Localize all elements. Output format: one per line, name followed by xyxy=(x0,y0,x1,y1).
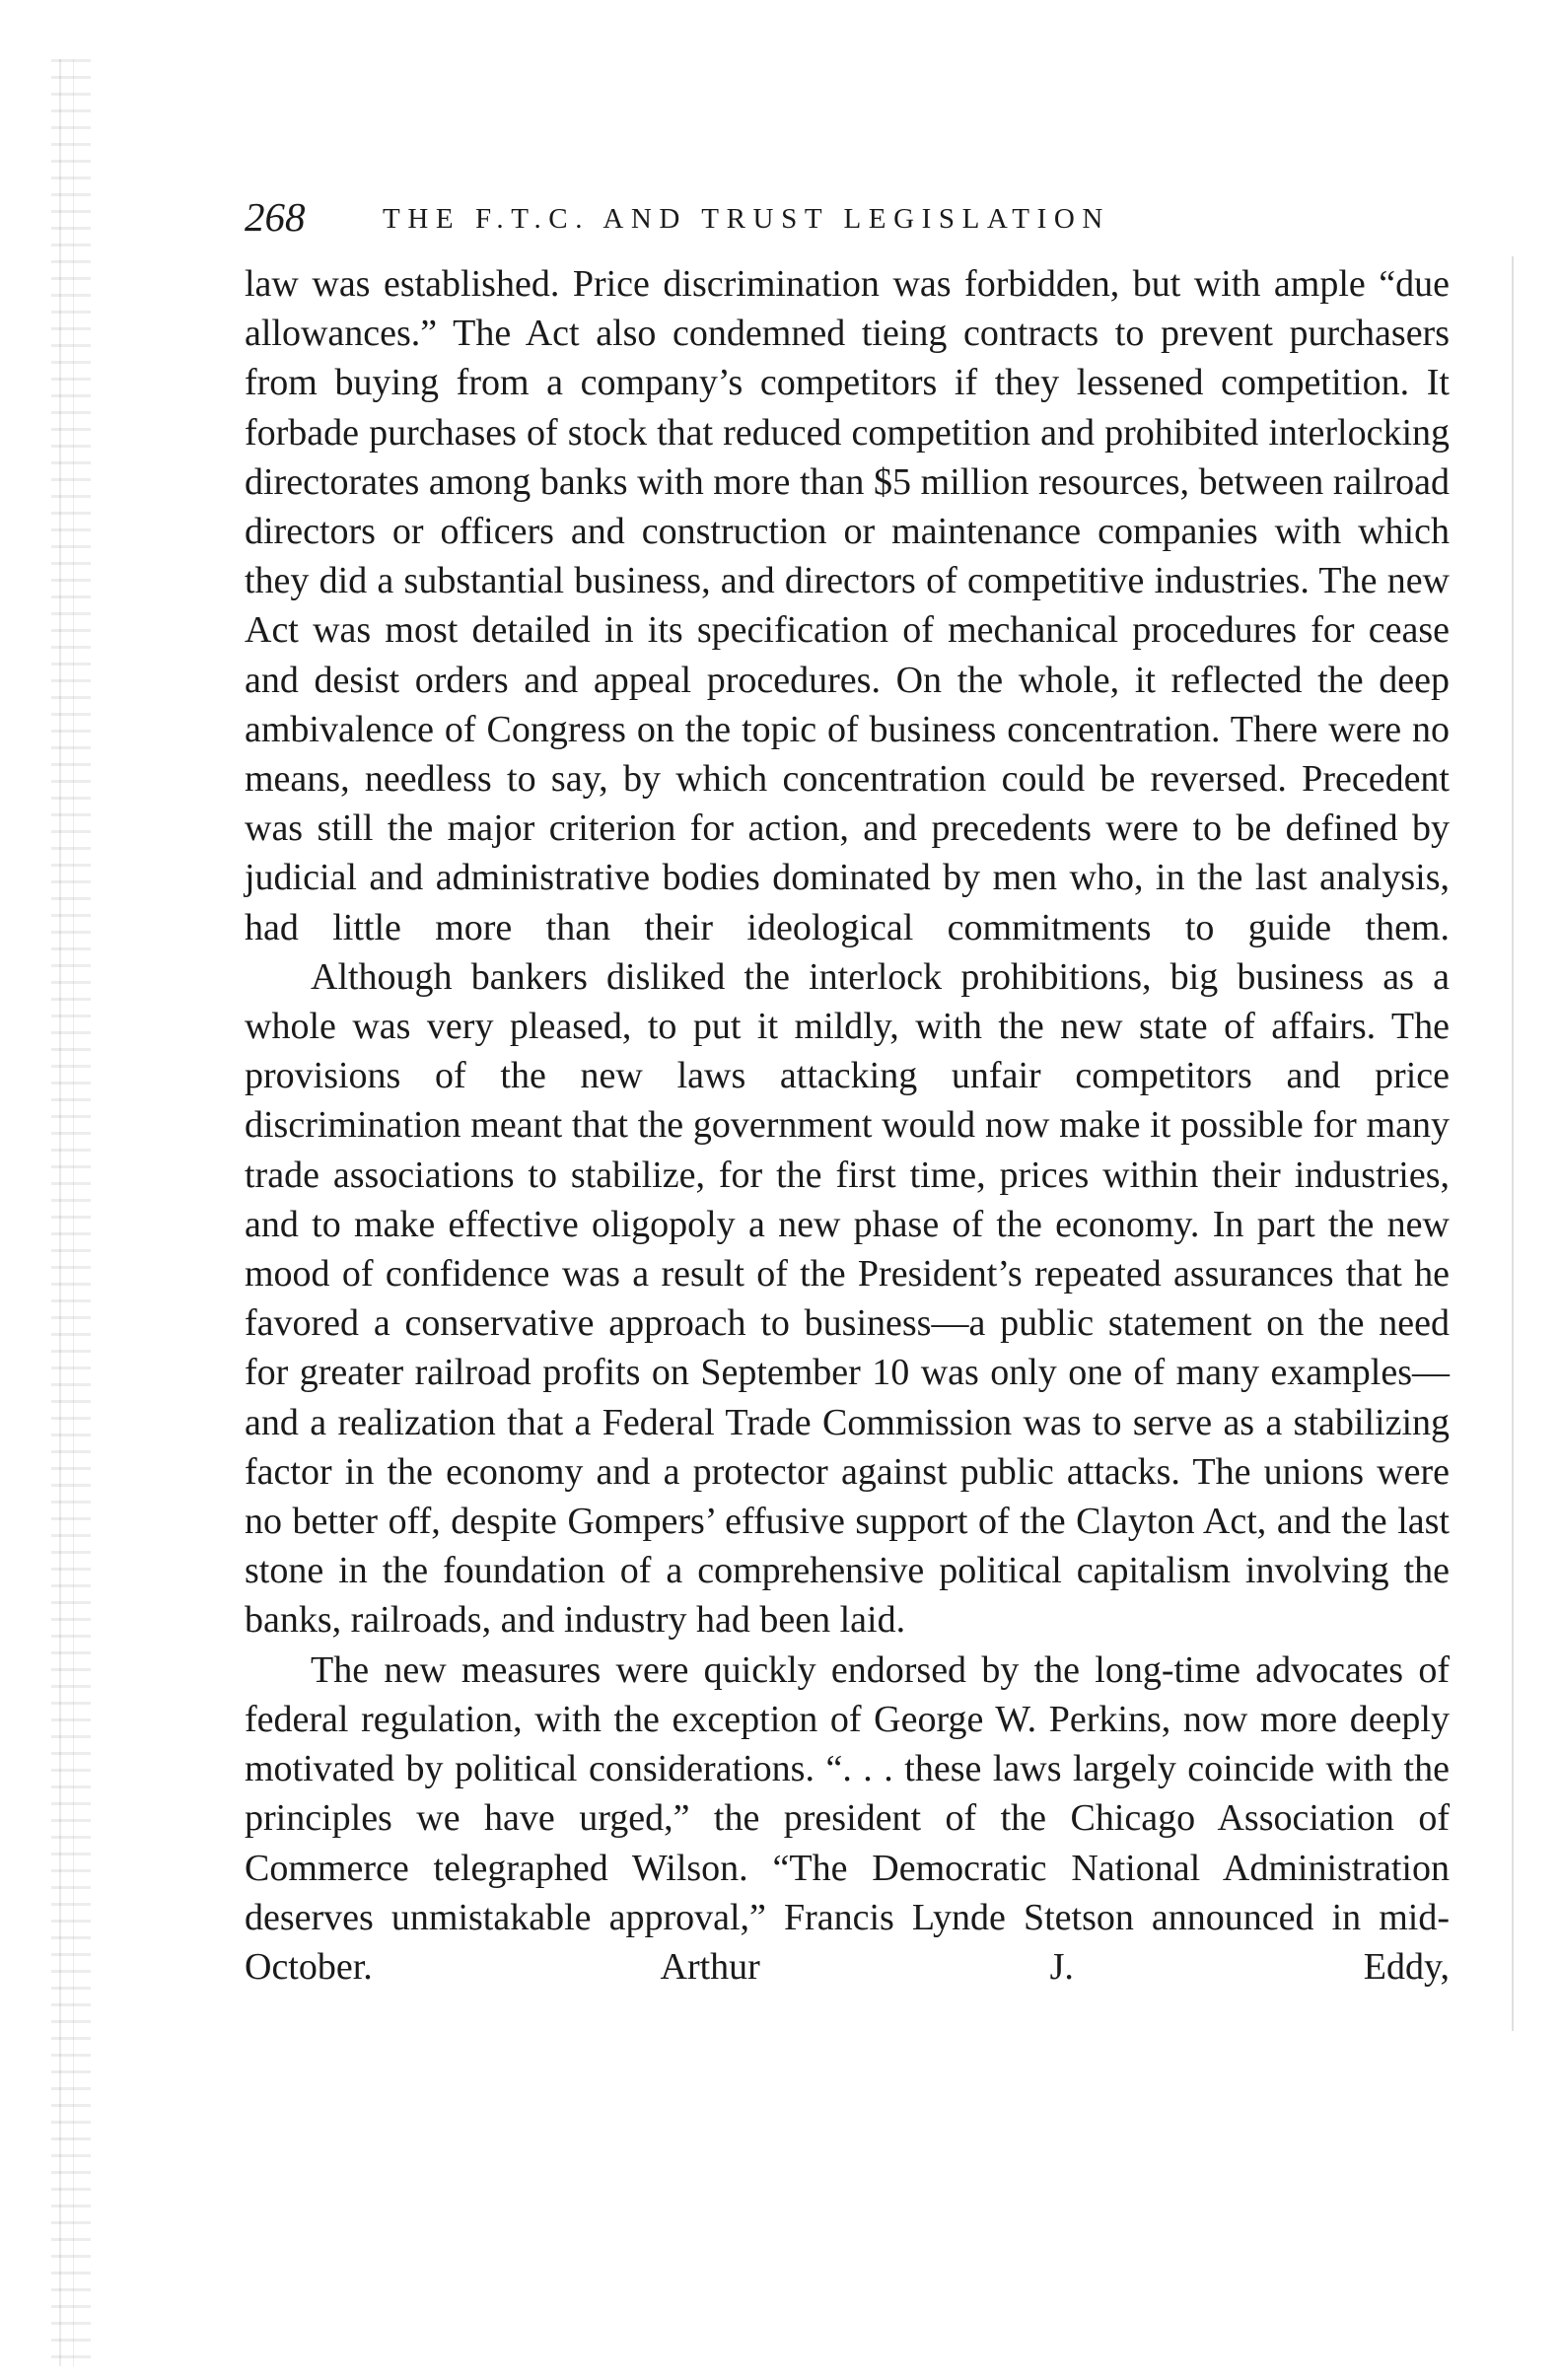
scan-edge-right xyxy=(1509,256,1517,2031)
paragraph-2: Although bankers disliked the interlock prohibitions, big business as a whole was very pleased, to put it mildly, with the new state of affairs. The provisions of the new laws attacking unfair competitors and price discrimination meant that the government would now make it possible for many trade associations to stabilize, for the first time, prices within their industries, and to make effective oligopoly a new phase of the economy. In part the new mood of confidence was a result of the President’s repeated assurances that he favored a conservative approach to business—a public statement on the need for greater railroad profits on September 10 was only one of many examples—and a realization that a Federal Trade Commission was to serve as a stabilizing factor in the economy and a protector against public attacks. The unions were no better off, despite Gompers’ effusive support of the Clayton Act, and the last stone in the foundation of a comprehensive political capitalism involving the banks, railroads, and industry had been laid. xyxy=(245,955,1450,1642)
paragraph-1: law was established. Price discrimination was forbidden, but with ample “due allowances.” The Act also condemned tieing contracts to prevent purchasers from buying from a company’s competitors if they lessened competition. It forbade purchases of stock that reduced competition and prohibited interlocking directorates among banks with more than $5 million resources, between railroad directors or officers and construction or maintenance companies with which they did a substantial business, and directors of competitive industries. The new Act was most detailed in its specification of mechanical procedures for cease and desist orders and appeal procedures. On the whole, it reflected the deep ambivalence of Congress on the topic of business concentration. There were no means, needless to say, by which concentration could be reversed. Precedent was still the major criterion for action, and precedents were to be defined by judicial and administrative bodies dominated by men who, in the last analysis, had little more than their ideological commitments to guide them. xyxy=(245,263,1450,948)
page-header xyxy=(245,189,1448,248)
body-text xyxy=(245,259,1450,1992)
page-number: 268 xyxy=(245,194,306,240)
scan-edge-left xyxy=(51,59,91,2366)
paragraph-3: The new measures were quickly endorsed by the long-time advocates of federal regulation, with the exception of George W. Perkins, now more deeply motivated by political considerations. “. . . these laws largely coincide with the principles we have urged,” the president of the Chicago Association of Commerce telegraphed Wilson. “The Democratic National Administration deserves unmistakable approval,” Francis Lynde Stetson announced in mid-October. Arthur J. Eddy, xyxy=(245,1648,1450,1988)
running-head: THE F.T.C. AND TRUST LEGISLATION xyxy=(383,203,1110,235)
